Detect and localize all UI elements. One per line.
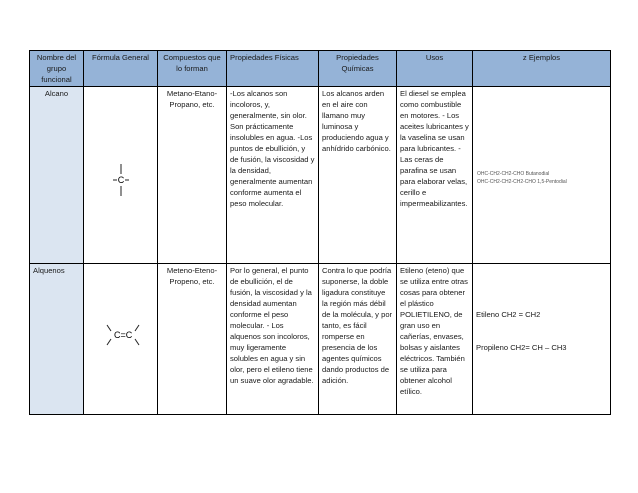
header-fisicas: Propiedades Físicas bbox=[227, 51, 319, 87]
example-item: OHC-CH2-CH2-CHO Butanodial bbox=[477, 171, 550, 177]
example-item-1: Etileno CH2 = CH2 bbox=[476, 310, 541, 319]
header-quimicas: Propiedades Químicas bbox=[319, 51, 397, 87]
uses: Etileno (eteno) que se utiliza entre otras cosas para obtener el plástico POLIETILENO, de gran uso en cañerías, envases, bolsas y aislantes eléctricos. También se utiliza para obtener alcohol etílico. bbox=[397, 264, 473, 415]
group-name: Alcano bbox=[30, 87, 84, 264]
physical-properties: Por lo general, el punto de ebullición, el de fusión, la viscosidad y la densidad aumentan conforme el peso molecular. - Los alquenos son incoloros, muy ligeramente solubles en agua y sin olor, pero el etileno tiene un suave olor agradable. bbox=[227, 264, 319, 415]
uses: El diesel se emplea como combustible en motores. - Los aceites lubricantes y la vaselina se usan para lubricantes. - Las ceras de parafina se usan para elaborar velas, cerillo e impermeabilizantes. bbox=[397, 87, 473, 264]
chemical-properties: Los alcanos arden en el aire con llamano muy luminosa y produciendo agua y anhídrido carbónico. bbox=[319, 87, 397, 264]
functional-groups-table bbox=[29, 50, 611, 415]
alkane-structure-icon bbox=[91, 88, 151, 248]
group-name: Alquenos bbox=[30, 264, 84, 415]
alkene-structure-icon bbox=[91, 265, 151, 405]
header-formula: Fórmula General bbox=[84, 51, 158, 87]
general-formula bbox=[84, 264, 158, 415]
examples bbox=[473, 264, 611, 415]
physical-properties: -Los alcanos son incoloros, y, generalmente, sin olor. Son prácticamente insolubles en agua. -Los puntos de ebullición, y de fusión, la viscosidad y la densidad, generalmente aumentan conforme aumenta el peso molecular. bbox=[227, 87, 319, 264]
header-usos: Usos bbox=[397, 51, 473, 87]
compounds: Meteno-Eteno-Propeno, etc. bbox=[158, 264, 227, 415]
svg-text:C: C bbox=[117, 175, 124, 185]
header-compuestos: Compuestos que lo forman bbox=[158, 51, 227, 87]
example-item-2: Propileno CH2= CH – CH3 bbox=[476, 343, 567, 352]
header-ejemplos: z Ejemplos bbox=[473, 51, 611, 87]
svg-text:C=C: C=C bbox=[113, 330, 132, 340]
general-formula bbox=[84, 87, 158, 264]
chemical-properties: Contra lo que podría suponerse, la doble ligadura constituye la región más débil de la molécula, y por tanto, es fácil romperse en presencia de los agentes químicos dando productos de adición. bbox=[319, 264, 397, 415]
table-row bbox=[30, 264, 611, 415]
examples bbox=[473, 87, 611, 264]
header-row bbox=[30, 51, 611, 87]
header-nombre: Nombre del grupo funcional bbox=[30, 51, 84, 87]
examples-image bbox=[477, 170, 607, 186]
compounds: Metano-Etano-Propano, etc. bbox=[158, 87, 227, 264]
example-item: OHC-CH2-CH2-CH2-CHO 1,5-Pentodial bbox=[477, 179, 567, 185]
table-row bbox=[30, 87, 611, 264]
